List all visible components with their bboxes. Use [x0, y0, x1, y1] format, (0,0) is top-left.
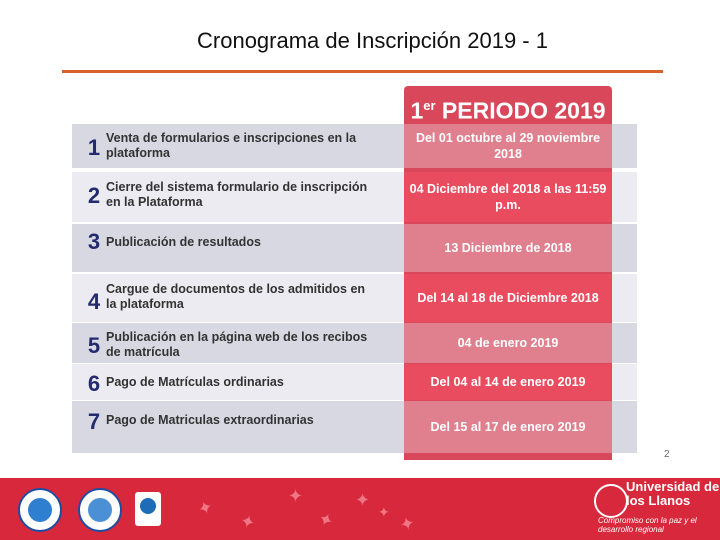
step-number: 1 — [87, 135, 101, 160]
certification-badge-icon — [135, 492, 161, 526]
period-superscript: er — [423, 98, 436, 113]
date-text: 04 Diciembre del 2018 a las 11:59 p.m. — [409, 182, 607, 212]
date-cell — [404, 364, 612, 400]
university-logo — [590, 478, 720, 540]
date-text: Del 14 al 18 de Diciembre 2018 — [417, 291, 599, 305]
institution-seal-icon — [18, 488, 62, 532]
date-cell — [404, 323, 612, 363]
bird-decoration-icon: ✦ — [314, 507, 337, 533]
bird-decoration-icon: ✦ — [288, 486, 304, 506]
period-header — [404, 86, 612, 126]
activity-label: Cargue de documentos de los admitidos en la plataforma — [106, 282, 366, 311]
page-title: Cronograma de Inscripción 2019 - 1 — [197, 28, 548, 53]
step-number: 4 — [87, 289, 101, 314]
date-text: Del 01 octubre al 29 noviembre 2018 — [415, 131, 601, 161]
activity-label: Pago de Matriculas extraordinarias — [106, 413, 314, 427]
step-number: 3 — [87, 229, 101, 254]
bird-decoration-icon: ✦ — [355, 490, 371, 510]
activity-label: Venta de formularios e inscripciones en la plataforma — [106, 131, 357, 160]
activity-label: Publicación en la página web de los recibos de matrícula — [106, 330, 368, 359]
bird-decoration-icon: ✦ — [378, 504, 390, 520]
bird-decoration-icon: ✦ — [194, 496, 216, 521]
date-text: 13 Diciembre de 2018 — [444, 241, 572, 255]
date-text: Del 04 al 14 de enero 2019 — [430, 375, 586, 389]
activity-label: Cierre del sistema formulario de inscripción en la Plataforma — [106, 180, 368, 209]
step-number: 2 — [87, 183, 101, 208]
university-tagline: Compromiso con la paz y el desarrollo regional — [598, 516, 697, 534]
date-cell — [404, 124, 612, 168]
activity-label: Publicación de resultados — [106, 235, 261, 249]
date-cell — [404, 224, 612, 272]
date-cell — [404, 172, 612, 222]
period-number: 1 — [410, 97, 424, 124]
bird-decoration-icon: ✦ — [237, 510, 258, 534]
university-name: Universidad de los Llanos — [626, 479, 720, 508]
date-text: 04 de enero 2019 — [457, 336, 559, 350]
title-divider — [62, 70, 663, 73]
university-emblem-icon — [594, 484, 628, 518]
date-cell — [404, 401, 612, 453]
accreditation-seal-icon — [78, 488, 122, 532]
step-number: 5 — [87, 333, 101, 358]
date-text: Del 15 al 17 de enero 2019 — [430, 420, 586, 434]
step-number: 6 — [87, 371, 101, 396]
activity-label: Pago de Matrículas ordinarias — [106, 375, 284, 389]
date-cell — [404, 274, 612, 322]
bird-decoration-icon: ✦ — [397, 512, 418, 536]
step-number: 7 — [87, 409, 101, 434]
period-title: PERIODO 2019 — [441, 97, 606, 124]
page-number: 2 — [664, 449, 670, 460]
